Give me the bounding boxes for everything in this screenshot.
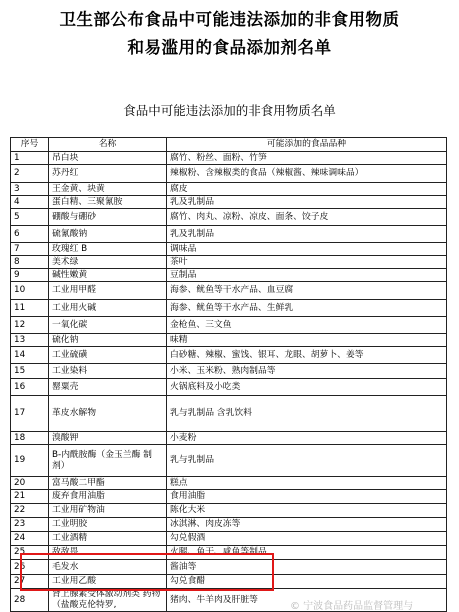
table-row [11,300,447,317]
cell-number: 26 [11,560,49,575]
cell-foods: 陈化大米 [167,504,447,518]
table-row [11,445,447,477]
table-row [11,477,447,490]
page-title-line2: 和易滥用的食品添加剂名单 [127,38,332,57]
cell-name: 蛋白精、三聚氰胺 [49,196,167,209]
cell-name: 富马酸二甲酯 [49,477,167,490]
page-title: 卫生部公布食品中可能违法添加的非食用物质 [59,10,400,29]
cell-foods: 乳与乳制品 [167,445,447,477]
table-row [11,364,447,379]
cell-number: 9 [11,269,49,282]
cell-name: 工业用甲醛 [49,282,167,300]
cell-name: 工业用火碱 [49,300,167,317]
cell-foods: 小米、玉米粉、熟肉制品等 [167,364,447,379]
table-row [11,282,447,300]
cell-foods: 乳与乳制品 含乳饮料 [167,396,447,432]
cell-number: 20 [11,477,49,490]
cell-number: 25 [11,546,49,560]
cell-foods: 海参、鱿鱼等干水产品、血豆腐 [167,282,447,300]
header-name: 名称 [49,138,167,152]
cell-number: 12 [11,317,49,334]
cell-foods: 腐竹、粉丝、面粉、竹笋 [167,152,447,165]
cell-foods: 火腿、鱼干、咸鱼等制品 [167,546,447,560]
cell-foods: 勾兑假酒 [167,532,447,546]
cell-foods: 腐竹、肉丸、凉粉、凉皮、面条、饺子皮 [167,209,447,226]
cell-name: 毛发水 [49,560,167,575]
cell-name: 罂粟壳 [49,379,167,396]
table-row [11,575,447,589]
cell-foods: 猪肉、牛羊肉及肝脏等 [167,589,447,612]
table-row [11,209,447,226]
cell-name: 王金黄、块黄 [49,183,167,196]
cell-number: 1 [11,152,49,165]
header-number: 序号 [11,138,49,152]
cell-number: 16 [11,379,49,396]
cell-number: 17 [11,396,49,432]
cell-name: 一氧化碳 [49,317,167,334]
table-row [11,518,447,532]
cell-name: 吊白块 [49,152,167,165]
table-row [11,256,447,269]
cell-name: 工业明胶 [49,518,167,532]
cell-name: 玫瑰红 B [49,243,167,256]
table-row [11,243,447,256]
table-row [11,396,447,432]
cell-foods: 豆制品 [167,269,447,282]
cell-name: 碱性嫩黄 [49,269,167,282]
cell-number: 10 [11,282,49,300]
cell-number: 18 [11,432,49,445]
table-row [11,432,447,445]
cell-foods: 白砂糖、辣椒、蜜饯、银耳、龙眼、胡萝卜、姜等 [167,347,447,364]
table-row [11,334,447,347]
watermark-text: © 宁波食品药品监督管理与 [290,601,414,612]
cell-name: 工业酒精 [49,532,167,546]
table-header-row [11,138,447,152]
cell-foods: 小麦粉 [167,432,447,445]
cell-number: 23 [11,518,49,532]
cell-number: 6 [11,226,49,243]
cell-number: 28 [11,589,49,612]
cell-number: 14 [11,347,49,364]
cell-foods: 酱油等 [167,560,447,575]
cell-number: 8 [11,256,49,269]
cell-name: 硫氰酸钠 [49,226,167,243]
cell-foods: 火锅底料及小吃类 [167,379,447,396]
cell-name: 工业染料 [49,364,167,379]
table-caption: 食品中可能违法添加的非食用物质名单 [123,103,336,118]
cell-foods: 乳及乳制品 [167,196,447,209]
cell-name: 工业用乙酸 [49,575,167,589]
table-row [11,269,447,282]
table-row [11,226,447,243]
cell-number: 11 [11,300,49,317]
cell-name: 废弃食用油脂 [49,490,167,504]
cell-number: 19 [11,445,49,477]
cell-foods: 味精 [167,334,447,347]
cell-number: 24 [11,532,49,546]
table-row [11,196,447,209]
cell-number: 27 [11,575,49,589]
table-row [11,347,447,364]
cell-name: 硫化钠 [49,334,167,347]
cell-name: 敌敌畏 [49,546,167,560]
cell-name: 苏丹红 [49,165,167,183]
table-row [11,152,447,165]
cell-name: 美术绿 [49,256,167,269]
cell-number: 5 [11,209,49,226]
cell-number: 15 [11,364,49,379]
cell-number: 13 [11,334,49,347]
cell-name: 硼酸与硼砂 [49,209,167,226]
cell-number: 4 [11,196,49,209]
table-row [11,379,447,396]
cell-number: 2 [11,165,49,183]
table-row [11,532,447,546]
table-row [11,546,447,560]
cell-foods: 海参、鱿鱼等干水产品、生鲜乳 [167,300,447,317]
cell-name: 肾上腺素受体激动剂类 药物（盐酸克伦特罗, [49,589,167,612]
cell-name: 工业用矿物油 [49,504,167,518]
cell-number: 21 [11,490,49,504]
cell-foods: 茶叶 [167,256,447,269]
substance-table [10,137,447,612]
cell-number: 22 [11,504,49,518]
cell-number: 3 [11,183,49,196]
table-row [11,560,447,575]
cell-number: 7 [11,243,49,256]
table-row [11,165,447,183]
cell-foods: 食用油脂 [167,490,447,504]
cell-foods: 勾兑食醋 [167,575,447,589]
table-row [11,490,447,504]
cell-foods: 冰淇淋、肉皮冻等 [167,518,447,532]
cell-foods: 乳及乳制品 [167,226,447,243]
cell-foods: 腐皮 [167,183,447,196]
cell-name: 溴酸钾 [49,432,167,445]
header-foods: 可能添加的食品品种 [167,138,447,152]
table-row [11,317,447,334]
cell-foods: 糕点 [167,477,447,490]
cell-name: 革皮水解物 [49,396,167,432]
cell-foods: 辣椒粉、含辣椒类的食品（辣椒酱、辣味调味品） [167,165,447,183]
table-row [11,504,447,518]
cell-name: B-内酰胺酶（金玉兰酶 制剂） [49,445,167,477]
cell-foods: 金枪鱼、三文鱼 [167,317,447,334]
table-row [11,183,447,196]
cell-foods: 调味品 [167,243,447,256]
cell-name: 工业硫磺 [49,347,167,364]
